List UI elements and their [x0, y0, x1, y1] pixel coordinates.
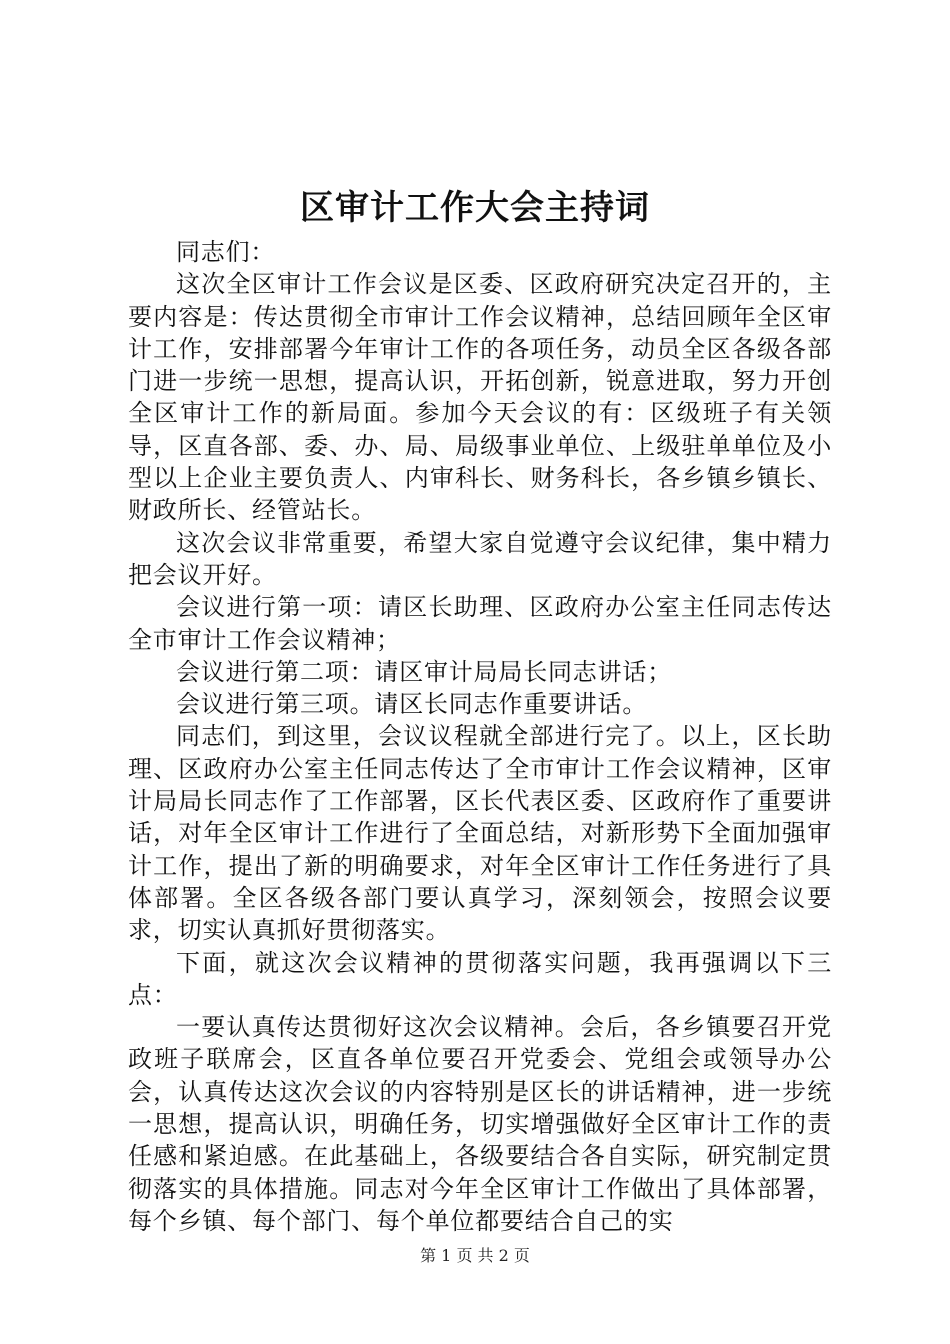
paragraph-meeting-intro: 这次全区审计工作会议是区委、区政府研究决定召开的，主要内容是：传达贯彻全市审计工作会议精神，总结回顾年全区审计工作，安排部署今年审计工作的各项任务，动员全区各级各部门进一步统一思想，提高认识，开拓创新，锐意进取，努力开创全区审计工作的新局面。参加今天会议的有：区级班子有关领导，区直各部、委、办、局、局级事业单位、上级驻单单位及小型以上企业主要负责人、内审科长、财务科长，各乡镇乡镇长、财政所长、经管站长。 — [128, 270, 832, 525]
paragraph-point-one: 一要认真传达贯彻好这次会议精神。会后，各乡镇要召开党政班子联席会，区直各单位要召开党委会、党组会或领导办公会，认真传达这次会议的内容特别是区长的讲话精神，进一步统一思想，提高认识，明确任务，切实增强做好全区审计工作的责任感和紧迫感。在此基础上，各级要结合各自实际，研究制定贯彻落实的具体措施。同志对今年全区审计工作做出了具体部署，每个乡镇、每个部门、每个单位都要结合自己的实 — [128, 1013, 832, 1235]
document-title: 区审计工作大会主持词 — [300, 188, 650, 228]
paragraph-summary: 同志们，到这里，会议议程就全部进行完了。以上，区长助理、区政府办公室主任同志传达了全市审计工作会议精神，区审计局局长同志作了工作部署，区长代表区委、区政府作了重要讲话，对年全区审计工作进行了全面总结，对新形势下全面加强审计工作，提出了新的明确要求，对年全区审计工作任务进行了具体部署。全区各级各部门要认真学习，深刻领会，按照会议要求，切实认真抓好贯彻落实。 — [128, 722, 832, 945]
document-body — [128, 236, 832, 1237]
paragraph-agenda-item-1: 会议进行第一项：请区长助理、区政府办公室主任同志传达全市审计工作会议精神； — [128, 593, 832, 654]
paragraph-discipline: 这次会议非常重要，希望大家自觉遵守会议纪律，集中精力把会议开好。 — [128, 528, 832, 589]
paragraph-salutation: 同志们： — [176, 238, 276, 266]
paragraph-three-points: 下面，就这次会议精神的贯彻落实问题，我再强调以下三点： — [128, 948, 832, 1009]
paragraph-agenda-item-2: 会议进行第二项：请区审计局局长同志讲话； — [176, 657, 672, 686]
page-number-footer: 第 1 页 共 2 页 — [420, 1246, 530, 1265]
paragraph-agenda-item-3: 会议进行第三项。请区长同志作重要讲话。 — [176, 690, 648, 719]
